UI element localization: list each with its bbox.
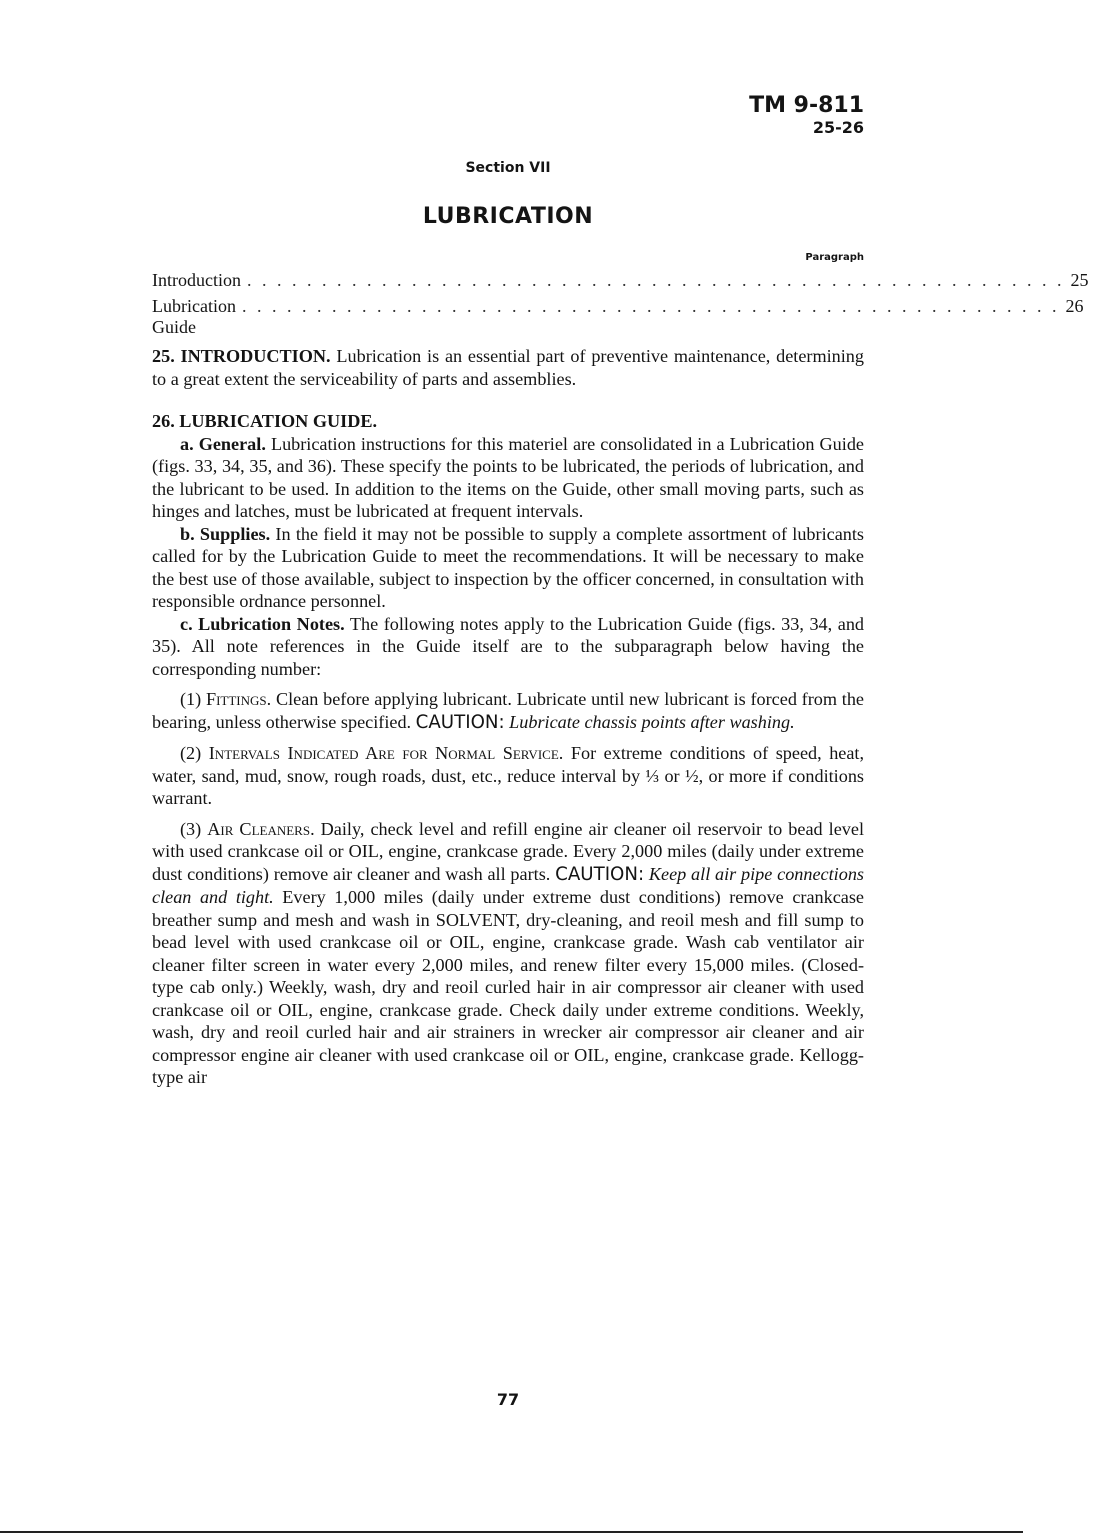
note-number: (3) [180,818,202,839]
section-label: Section VII [465,160,551,176]
note-2 [152,742,864,810]
note-number: (1) [180,689,202,709]
note-title: Air Cleaners. [207,818,315,839]
caution-label: CAUTION: [415,711,505,733]
paragraph-text: Lubrication is an essential part of preventive maintenance, determining to a great extent the serviceability of parts and assemblies. [152,346,864,389]
bottom-rule [0,1531,1023,1533]
note-text: Every 1,000 miles (daily under extreme dust conditions) remove crankcase breather sump and mesh and wash in SOLVENT, dry-cleaning, and reoil mesh and fill sump to bead level with used crankcase oil or OIL, engine, crankcase grade. Wash cab ventilator air cleaner filter screen in water every 2,000 miles, and renew filter every 15,000 miles. (Closed-type cab only.) Weekly, wash, dry and reoil curled hair in air compressor air cleaner with used crankcase oil or OIL, engine, crankcase grade. Check daily under extreme conditions. Weekly, wash, dry and reoil curled hair and air strainers in wrecker air compressor air cleaner and air compressor engine air cleaner with used crankcase oil or OIL, engine, crankcase grade. Kellogg-type air [152,887,865,1087]
subparagraph-c [152,613,864,681]
toc-row [152,296,1084,337]
document-page [152,0,1089,1537]
note-text: For extreme conditions of speed, heat, water, sand, mud, snow, rough roads, dust, etc., reduce interval by ⅓ or ½, or more if conditions warrant. [152,743,865,808]
note-1 [152,688,864,734]
toc-paragraph: 26 [1065,296,1084,316]
caution-text: Keep all air pipe connections clean and tight. [152,863,864,907]
manual-number: TM 9-811 [749,93,864,118]
subparagraph-label: b. Supplies. [180,523,271,544]
paragraph-heading: 26. LUBRICATION GUIDE. [152,411,378,431]
note-number: (2) [180,743,202,763]
subparagraph-label: a. General. [180,433,266,454]
paragraph-range: 25-26 [812,118,864,137]
toc-paragraph: 25 [1070,270,1089,290]
subparagraph-text: In the field it may not be possible to supply a complete assortment of lubricants called for by the Lubrication Guide to meet the recommendations. It will be necessary to make the best use of those available, subject to inspection by the officer concerned, in consultation with responsible ordnance personnel. [152,523,864,611]
toc-leader: . . . . . . . . . . . . . . . . . . . . . . . . . . . . . . . . . . . . . . . . . . . . . . . . . . . . . . . [246,270,1065,290]
page-header [749,93,864,137]
table-of-contents [152,270,1089,337]
caution-label: CAUTION: [555,863,645,885]
toc-column-label: Paragraph [805,252,864,263]
paragraph-25 [152,345,864,390]
note-title: Intervals Indicated Are for Normal Service. [208,743,564,763]
caution-text: Lubricate chassis points after washing. [509,711,795,732]
paragraph-heading: 25. INTRODUCTION. [152,346,331,366]
note-text: Clean before applying lubricant. Lubricate until new lubricant is forced from the bearing, unless otherwise specified. [152,689,864,732]
subparagraph-label: c. Lubrication Notes. [180,613,345,634]
subparagraph-text: Lubrication instructions for this materiel are consolidated in a Lubrication Guide (figs. 33, 34, 35, and 36). These specify the points to be lubricated, the periods of lubrication, and the lubricant to be used. In addition to the items on the Guide, other small moving parts, such as hinges and latches, must be lubricated at frequent intervals. [152,433,864,521]
subparagraph-text: The following notes apply to the Lubrication Guide (figs. 33, 34, and 35). All note references in the Guide itself are to the subparagraph below having the corresponding number: [152,613,865,679]
note-text: Daily, check level and refill engine air cleaner oil reservoir to bead level with used crankcase oil or OIL, engine, crankcase grade. Every 2,000 miles (daily under extreme dust conditions) remove air cleaner and wash all parts. [152,818,865,884]
subparagraph-a [152,433,864,523]
note-title: Fittings. [205,689,272,709]
toc-label: Lubrication Guide [152,296,236,337]
paragraph-26-heading [152,410,864,433]
toc-label: Introduction [152,270,241,290]
section-title: LUBRICATION [422,204,594,229]
subparagraph-b [152,523,864,613]
toc-row [152,270,1089,296]
page-number: 77 [496,1390,520,1409]
body-text [152,345,864,1097]
toc-leader: . . . . . . . . . . . . . . . . . . . . . . . . . . . . . . . . . . . . . . . . . . . . . . . . . . . . . . . [241,296,1060,316]
note-3 [152,818,864,1089]
